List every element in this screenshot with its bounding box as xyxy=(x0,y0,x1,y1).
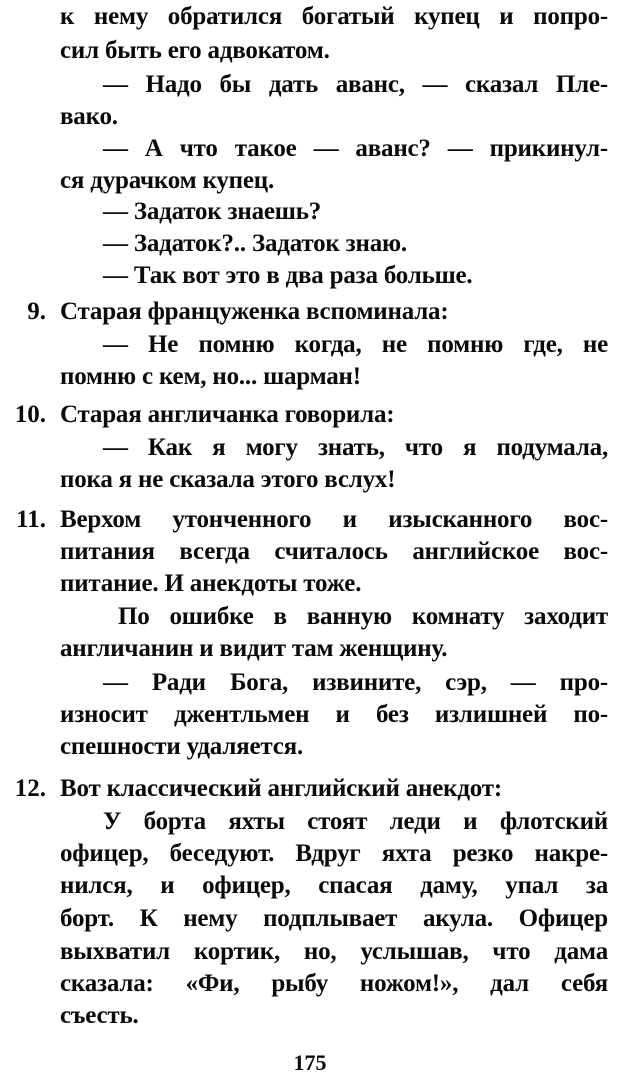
item-number: 10. xyxy=(14,401,46,428)
text-line: помню с кем, но... шарман! xyxy=(60,363,361,390)
text-line: сказала: «Фи, рыбу ножом!», дал себя xyxy=(60,970,608,997)
text-line: съесть. xyxy=(60,1002,139,1029)
item-number: 9. xyxy=(27,298,46,325)
text-line: питания всегда считалось английское вос- xyxy=(60,538,608,565)
text-line: борт. К нему подплывает акула. Офицер xyxy=(60,905,608,932)
page-number: 175 xyxy=(293,1050,327,1075)
text-line: У борта яхты стоят леди и флотский xyxy=(103,808,608,835)
text-line: — Надо бы дать аванс, — сказал Пле- xyxy=(103,71,608,98)
text-line: сил быть его адвокатом. xyxy=(60,37,330,64)
text-line: Старая англичанка говорила: xyxy=(60,401,395,428)
text-line: питание. И анекдоты тоже. xyxy=(60,570,362,597)
text-line: офицер, беседуют. Вдруг яхта резко накре- xyxy=(60,840,608,867)
text-line: — Задаток?.. Задаток знаю. xyxy=(103,230,407,257)
item-number: 11. xyxy=(16,506,46,533)
text-line: Вот классический английский анекдот: xyxy=(60,775,502,802)
text-line: По ошибке в ванную комнату заходит xyxy=(118,603,608,630)
item-number: 12. xyxy=(14,775,46,802)
text-line: — Задаток знаешь? xyxy=(103,198,322,225)
text-line: — А что такое — аванс? — прикинул- xyxy=(103,135,608,162)
text-line: — Так вот это в два раза больше. xyxy=(103,262,473,289)
text-line: — Не помню когда, не помню где, не xyxy=(103,331,608,358)
text-line: нился, и офицер, спасая даму, упал за xyxy=(60,872,608,899)
text-line: износит джентльмен и без излишней по- xyxy=(60,701,608,728)
text-line: ся дурачком купец. xyxy=(60,167,275,194)
text-line: вако. xyxy=(60,103,118,130)
text-line: выхватил кортик, но, услышав, что дама xyxy=(60,938,608,965)
text-line: — Ради Бога, извините, сэр, — про- xyxy=(103,669,608,696)
text-line: пока я не сказала этого вслух! xyxy=(60,466,396,493)
text-line: к нему обратился богатый купец и попро- xyxy=(60,3,608,30)
text-line: Старая француженка вспоминала: xyxy=(60,298,449,325)
text-line: — Как я могу знать, что я подумала, xyxy=(103,434,608,461)
text-line: англичанин и видит там женщину. xyxy=(60,635,448,662)
text-line: спешности удаляется. xyxy=(60,733,304,760)
text-line: Верхом утонченного и изысканного вос- xyxy=(60,506,608,533)
